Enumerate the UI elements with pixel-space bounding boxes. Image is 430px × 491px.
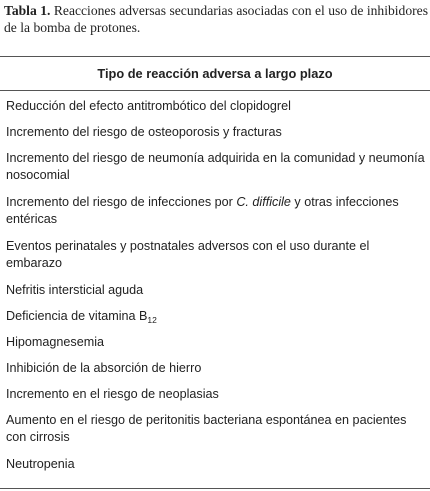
row-text-main: Deficiencia de vitamina B: [6, 308, 148, 323]
row-text: Incremento del riesgo de osteoporosis y fracturas: [6, 124, 282, 139]
row-text: [6, 194, 426, 228]
table-row: [0, 189, 430, 233]
row-text: Neutropenia: [6, 456, 75, 471]
row-text-after: y otras infecciones entéricas: [6, 195, 399, 226]
table-row: [0, 329, 430, 355]
row-text: [6, 308, 157, 325]
table-row: [0, 119, 430, 145]
table-body: [0, 91, 430, 477]
row-text: Inhibición de la absorción de hierro: [6, 360, 202, 375]
table-caption: [4, 2, 428, 36]
row-text: Incremento en el riesgo de neoplasias: [6, 386, 219, 401]
row-text: Reducción del efecto antitrombótico del clopidogrel: [6, 98, 291, 113]
row-text-subscript: 12: [147, 314, 157, 325]
table-header: Tipo de reacción adversa a largo plazo: [97, 66, 333, 81]
caption-label: Tabla 1.: [4, 3, 51, 18]
table-row: [0, 93, 430, 119]
row-text: Hipomagnesemia: [6, 334, 105, 349]
row-text: Eventos perinatales y postnatales adversos con el uso durante el embarazo: [6, 239, 370, 270]
table-row: [0, 381, 430, 407]
row-text-before: Incremento del riesgo de infecciones por: [6, 195, 237, 209]
table-row: [0, 233, 430, 277]
row-text: Incremento del riesgo de neumonía adquirida en la comunidad y neumonía nosocomial: [6, 151, 425, 182]
adverse-reactions-table: [0, 56, 430, 477]
caption-text: Reacciones adversas secundarias asociadas con el uso de inhibidores de la bomba de protones.: [4, 3, 428, 35]
row-text: Nefritis intersticial aguda: [6, 282, 144, 297]
table-row: [0, 355, 430, 381]
row-text-italic: C. difficile: [236, 195, 291, 209]
table-row: [0, 145, 430, 189]
table-row: [0, 451, 430, 477]
bottom-rule: [0, 488, 430, 489]
table-row: [0, 303, 430, 329]
table-row: [0, 277, 430, 303]
table-row: [0, 407, 430, 451]
row-text: Aumento en el riesgo de peritonitis bacteriana espontánea en pacientes con cirrosis: [6, 413, 407, 444]
